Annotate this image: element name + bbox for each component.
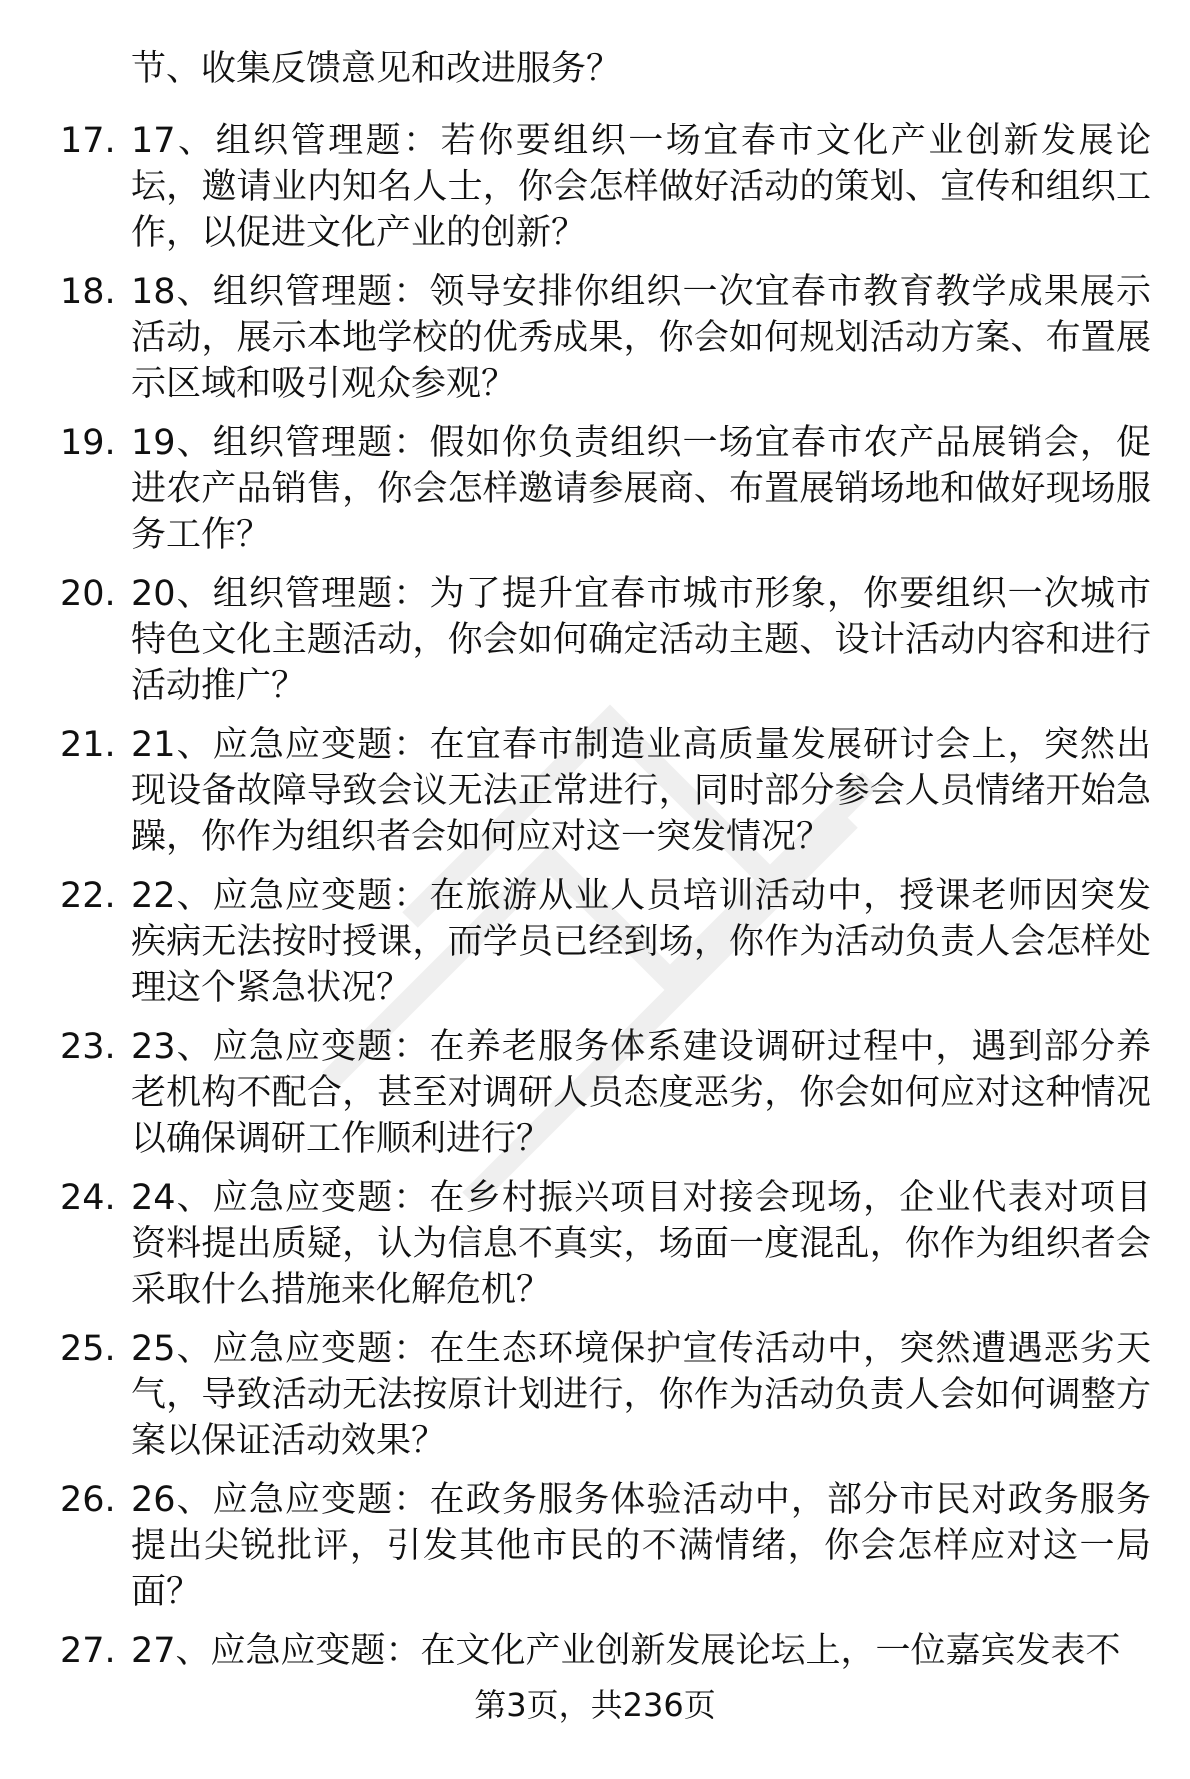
question-item [0,1175,1190,1326]
question-item [0,873,1190,1024]
question-item [0,269,1190,420]
question-number: 24. [60,1178,116,1218]
question-text: 19、组织管理题：假如你负责组织一场宜春市农产品展销会，促进农产品销售，你会怎样邀请参展商、布置展销场地和做好现场服务工作？ [131,423,1151,555]
question-number: 23. [60,1027,116,1067]
continuation-text: 节、收集反馈意见和改进服务？ [131,49,622,89]
question-item [0,1326,1190,1477]
question-item [0,1477,1190,1628]
question-text: 24、应急应变题：在乡村振兴项目对接会现场，企业代表对项目资料提出质疑，认为信息不真实，场面一度混乱，你作为组织者会采取什么措施来化解危机？ [131,1178,1151,1310]
question-text: 17、组织管理题：若你要组织一场宜春市文化产业创新发展论坛，邀请业内知名人士，你会怎样做好活动的策划、宣传和组织工作，以促进文化产业的创新？ [131,121,1151,253]
question-text: 18、组织管理题：领导安排你组织一次宜春市教育教学成果展示活动，展示本地学校的优秀成果，你会如何规划活动方案、布置展示区域和吸引观众参观？ [131,272,1151,404]
question-number: 20. [60,574,116,614]
question-text: 23、应急应变题：在养老服务体系建设调研过程中，遇到部分养老机构不配合，甚至对调研人员态度恶劣，你会如何应对这种情况以确保调研工作顺利进行？ [131,1027,1151,1159]
question-item [0,722,1190,873]
question-number: 18. [60,272,116,312]
question-text: 25、应急应变题：在生态环境保护宣传活动中，突然遭遇恶劣天气，导致活动无法按原计划进行，你作为活动负责人会如何调整方案以保证活动效果？ [131,1329,1151,1461]
question-number: 25. [60,1329,116,1369]
question-number: 19. [60,423,116,463]
question-list [0,118,1190,1779]
question-text: 22、应急应变题：在旅游从业人员培训活动中，授课老师因突发疾病无法按时授课，而学员已经到场，你作为活动负责人会怎样处理这个紧急状况？ [131,876,1151,1008]
question-text: 26、应急应变题：在政务服务体验活动中，部分市民对政务服务提出尖锐批评，引发其他市民的不满情绪，你会怎样应对这一局面？ [131,1480,1151,1612]
page-footer: 第3页，共236页 [474,1686,716,1724]
question-number: 22. [60,876,116,916]
question-number: 17. [60,121,116,161]
question-item [0,571,1190,722]
question-number: 27. [60,1631,116,1671]
question-number: 21. [60,725,116,765]
question-item [0,1024,1190,1175]
question-text: 27、应急应变题：在文化产业创新发展论坛上，一位嘉宾发表不 [131,1631,1121,1671]
question-text: 21、应急应变题：在宜春市制造业高质量发展研讨会上，突然出现设备故障导致会议无法正常进行，同时部分参会人员情绪开始急躁，你作为组织者会如何应对这一突发情况？ [131,725,1151,857]
question-text: 20、组织管理题：为了提升宜春市城市形象，你要组织一次城市特色文化主题活动，你会如何确定活动主题、设计活动内容和进行活动推广？ [131,574,1151,706]
question-item [0,420,1190,571]
question-item [0,118,1190,269]
question-number: 26. [60,1480,116,1520]
